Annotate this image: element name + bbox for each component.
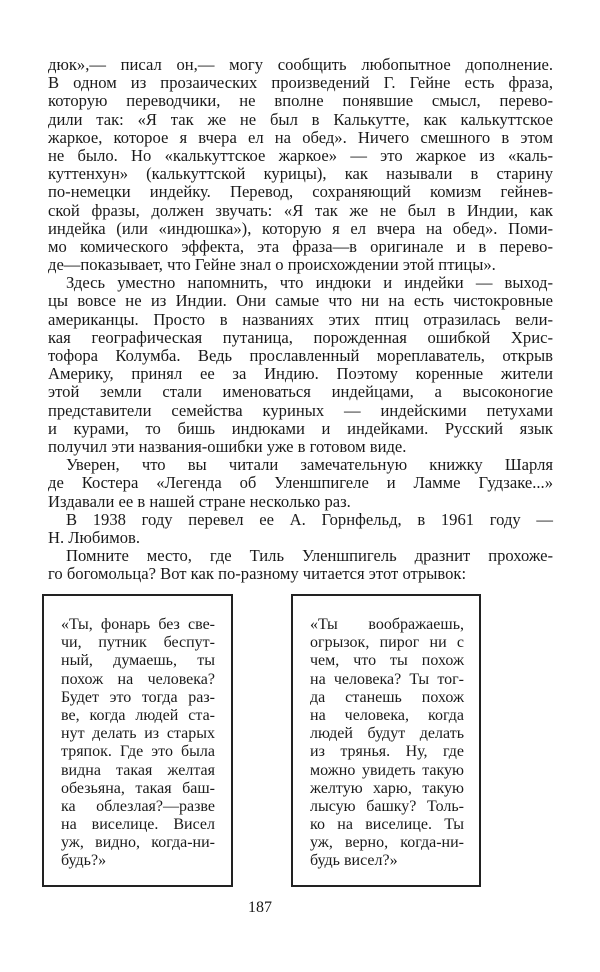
text-line: ской фразы, должен звучать: «Я так же не был в Индии, как [48,200,553,220]
quote-line: будь висел?» [310,852,398,870]
paragraph [48,456,553,511]
text-line: го богомольца? Вот как по-разному читается этот отрывок: [48,564,467,584]
text-line: дюк»,— писал он,— могу сообщить любопытное дополнение. [48,55,553,74]
text-line: которую переводчики, не вполне понявшие смысл, перево- [48,91,553,111]
quote-line: Будет это тогда раз- [61,688,215,706]
text-line: Здесь уместно напомнить, что индюки и индейки — выход- [66,273,553,293]
quote-line: ка облезлая?—разве [61,797,215,815]
quote-line: чи, путник беспут- [61,634,215,652]
quote-box-right [291,594,481,887]
quote-line: ве, когда людей ста- [61,706,215,724]
quote-text-right [310,616,464,871]
text-line: Помните место, где Тиль Уленшпигель дразнит прохоже- [66,546,553,566]
text-line: Н. Любимов. [48,527,141,547]
text-line: по-немецки индейку. Перевод, сохраняющий комизм гейнев- [48,182,553,202]
quote-line: ко на виселице. Ты [310,816,464,834]
text-line: индейка (или «индюшка»), которую я ел вчера на обед». Поми- [48,218,553,238]
text-line: В 1938 году перевел ее А. Горнфельд, в 1961 году — [66,509,553,529]
quote-line: тряпок. Где это была [61,743,215,761]
quote-text-left [61,616,215,871]
quote-line: обезьяна, такая баш- [61,779,215,797]
text-line: Уверен, что вы читали замечательную книжку Шарля [66,455,553,475]
quote-line: на человека, когда [310,706,464,724]
quote-box-left [42,594,233,887]
text-line: и курами, то бишь индюками и индейками. Русский язык [48,418,553,438]
quote-line: желтую харю, такую [310,779,464,797]
paragraph [48,56,553,274]
paragraph [48,547,553,583]
text-line: этой земли стали именоваться индейцами, а высоконогие [48,382,553,402]
text-line: де Костера «Легенда об Уленшпигеле и Ламме Гудзаке...» [48,473,553,493]
text-line: Америку, принял ее за Индию. Поэтому коренные жители [48,364,553,384]
quote-line: «Ты воображаешь, [310,616,464,633]
quote-line: уж, видно, когда-ни- [61,834,215,852]
quote-line: похож на человека? [61,670,215,688]
quote-line: можно увидеть такую [310,761,464,779]
body-text [48,56,553,583]
quote-line: из трянья. Ну, где [310,743,464,761]
quote-line: огрызок, пирог ни с [310,634,464,652]
text-line: кая географическая путаница, порожденная ошибкой Хрис- [48,327,553,347]
quote-line: на виселице. Висел [61,816,215,834]
quote-line: будь?» [61,852,107,870]
text-line: цы вовсе не из Индии. Они самые что ни на есть чистокровные [48,291,553,311]
quote-line: лысую башку? Толь- [310,797,464,815]
quote-line: уж, верно, когда-ни- [310,834,464,852]
text-line: получил эти названия-ошибки уже в готовом виде. [48,436,407,456]
quote-line: да станешь похож [310,688,464,706]
quote-line: «Ты, фонарь без све- [61,616,215,633]
text-line: тофора Колумба. Ведь прославленный мореплаватель, открыв [48,346,553,365]
text-line: представители семейства куриных — индейскими петухами [48,400,553,420]
text-line: не было. Но «калькуттское жаркое» — это жаркое из «каль- [48,145,553,165]
quote-line: ный, думаешь, ты [61,652,215,670]
text-line: де—показывает, что Гейне знал о происхождении этой птицы». [48,255,496,275]
text-line: американцы. Просто в названиях этих птиц отразилась вели- [48,309,553,329]
quote-line: видна такая желтая [61,761,215,779]
text-line: куттенхун» (калькуттской курицы), как называли в старину [48,164,553,184]
paragraph [48,511,553,547]
text-line: жаркое, которое я вчера ел на обед». Ничего смешного в этом [48,127,553,147]
text-line: мо комического эффекта, эта фраза—в оригинале и в перево- [48,236,553,256]
paragraph [48,274,553,456]
quote-line: нут делать из старых [61,725,215,743]
text-line: В одном из прозаических произведений Г. Гейне есть фраза, [48,73,553,93]
text-line: дили так: «Я так же не был в Калькутте, как калькуттское [48,109,553,129]
quote-line: на человека? Ты тог- [310,670,464,688]
page-number: 187 [248,899,272,916]
quote-line: чем, что ты похож [310,652,464,670]
text-line: Издавали ее в нашей стране несколько раз. [48,491,351,511]
quote-line: людей будут делать [310,725,464,743]
